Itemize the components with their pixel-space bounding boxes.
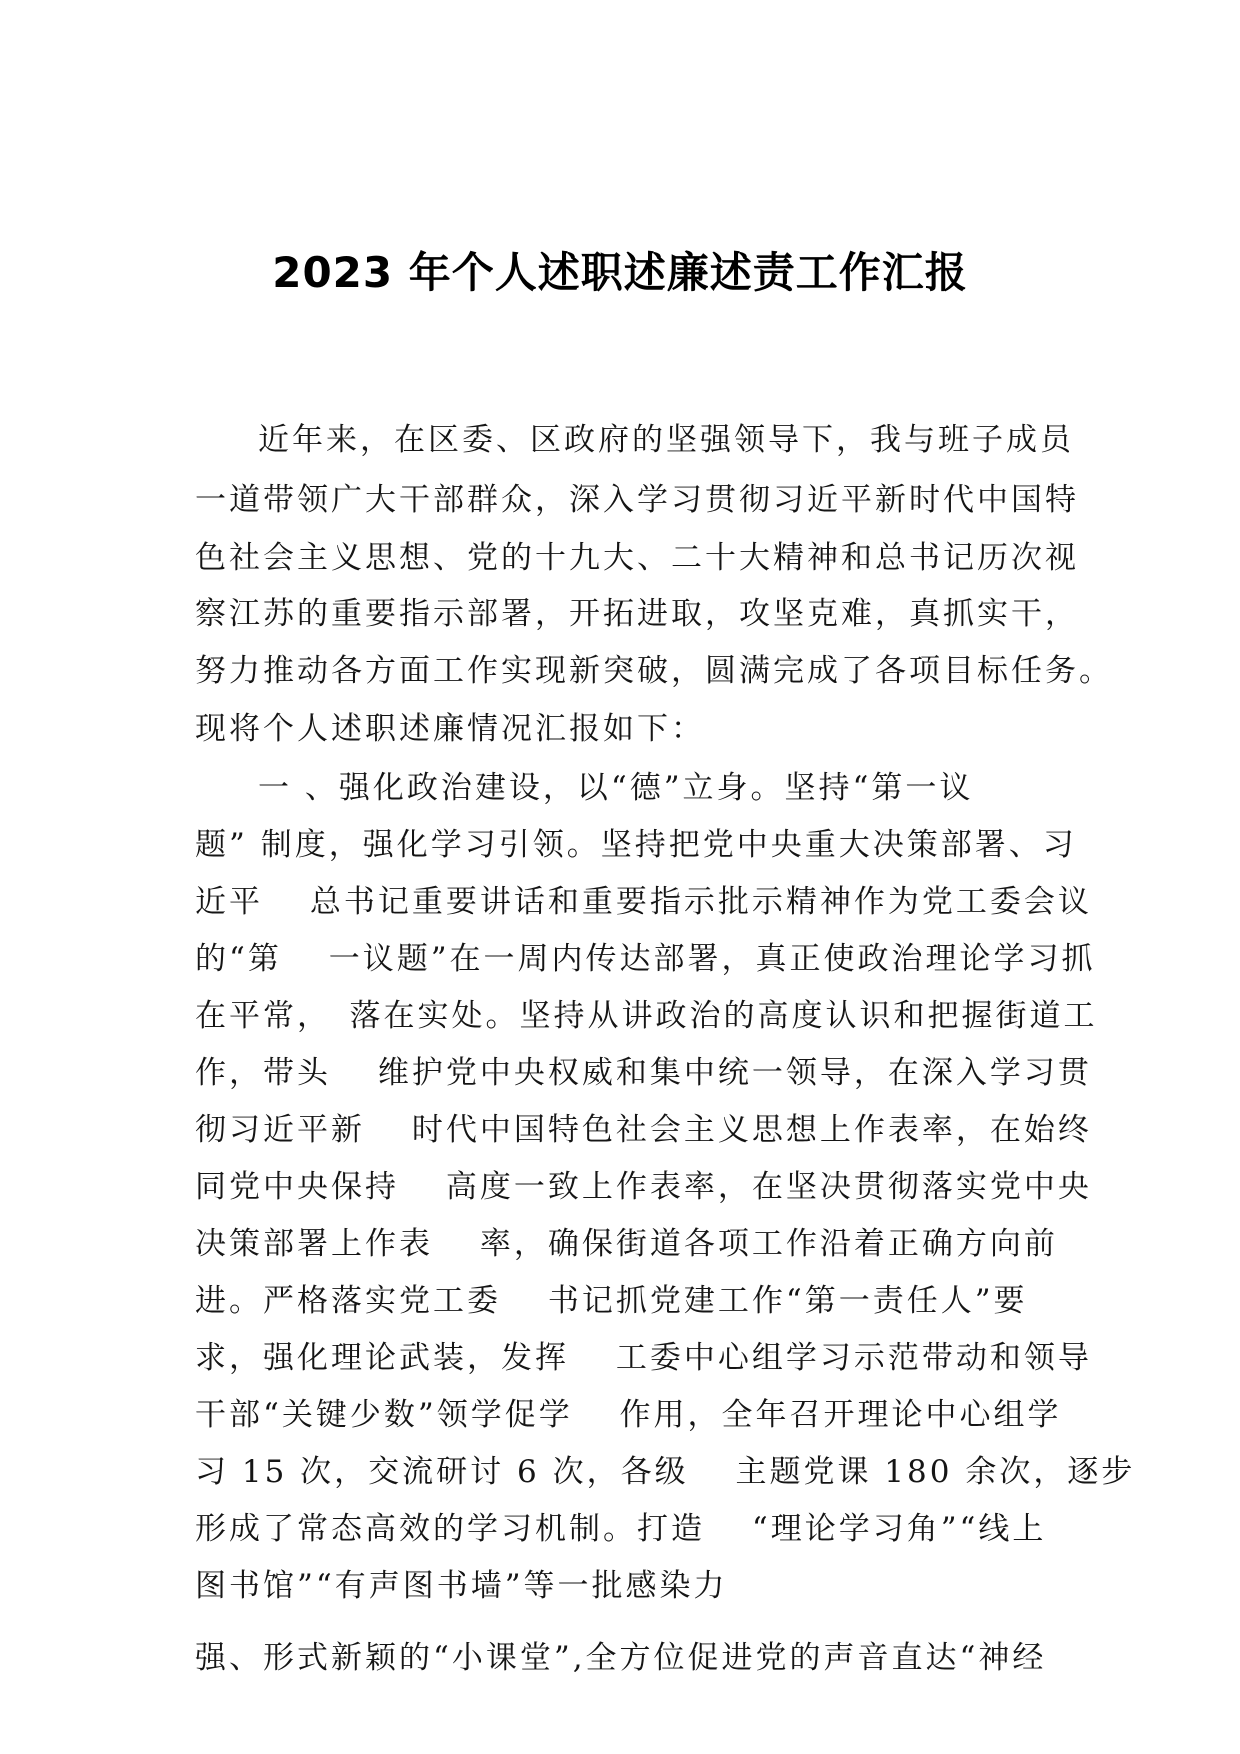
paragraph-line: 图书馆”“有声图书墙”等一批感染力 [195, 1568, 728, 1604]
paragraph-line: 现将个人述职述廉情况汇报如下： [195, 711, 705, 747]
paragraph-line: 求，强化理论武装，发挥 工委中心组学习示范带动和领导 [195, 1340, 1092, 1376]
paragraph-line: 努力推动各方面工作实现新突破，圆满完成了各项目标任务。 [195, 653, 1113, 689]
document-title: 2023 年个人述职述廉述责工作汇报 [272, 248, 968, 297]
paragraph-line: 近年来，在区委、区政府的坚强领导下，我与班子成员 [258, 422, 1074, 458]
paragraph-line: 一 、强化政治建设，以“德”立身。坚持“第一议 [258, 770, 974, 806]
paragraph-line: 进。严格落实党工委 书记抓党建工作“第一责任人”要 [195, 1283, 1028, 1319]
paragraph-line: 察江苏的重要指示部署，开拓进取，攻坚克难，真抓实干， [195, 596, 1079, 632]
paragraph-line: 题” 制度，强化学习引领。坚持把党中央重大决策部署、习 [195, 827, 1077, 863]
paragraph-line: 近平 总书记重要讲话和重要指示批示精神作为党工委会议 [195, 884, 1092, 920]
paragraph-line: 的“第 一议题”在一周内传达部署，真正使政治理论学习抓 [195, 941, 1096, 977]
paragraph-line: 在平常， 落在实处。坚持从讲政治的高度认识和把握街道工 [195, 998, 1098, 1034]
paragraph-line: 干部“关键少数”领学促学 作用，全年召开理论中心组学 [195, 1397, 1062, 1433]
paragraph-line: 强、形式新颖的“小课堂”,全方位促进党的声音直达“神经 [195, 1640, 1047, 1676]
paragraph-line: 一道带领广大干部群众，深入学习贯彻习近平新时代中国特 [195, 482, 1079, 518]
paragraph-line: 习 15 次，交流研讨 6 次，各级 主题党课 180 余次，逐步 [195, 1454, 1136, 1490]
paragraph-line: 作，带头 维护党中央权威和集中统一领导，在深入学习贯 [195, 1055, 1092, 1091]
paragraph-line: 同党中央保持 高度一致上作表率，在坚决贯彻落实党中央 [195, 1169, 1092, 1205]
paragraph-line: 色社会主义思想、党的十九大、二十大精神和总书记历次视 [195, 540, 1079, 576]
paragraph-line: 决策部署上作表 率，确保街道各项工作沿着正确方向前 [195, 1226, 1058, 1262]
paragraph-line: 彻习近平新 时代中国特色社会主义思想上作表率，在始终 [195, 1112, 1092, 1148]
paragraph-line: 形成了常态高效的学习机制。打造 “理论学习角”“线上 [195, 1511, 1047, 1547]
